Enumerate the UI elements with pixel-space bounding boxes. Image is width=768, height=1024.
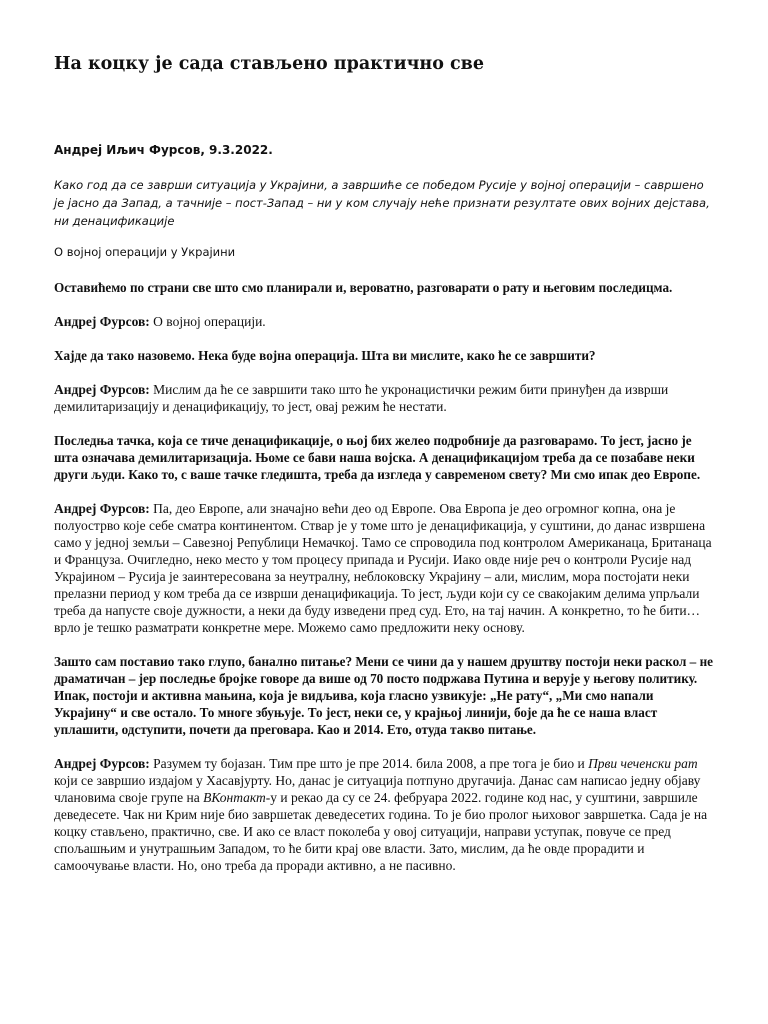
answer-text-italic: Први чеченски рат bbox=[588, 756, 698, 771]
answer-text bbox=[54, 756, 707, 873]
interview-question: Зашто сам поставио тако глупо, банално питање? Мени се чини да у нашем друштву постоји неки раскол – не драматичан – јер последње бројке говоре да више од 70 посто подржава Путина и верује у његову политику. Ипак, постоји и активна мањина, која је видљива, која гласно узвикује: „Не рату“, „Ми смо напали Украјину“ и све остало. То многе збуњује. То јест, неки се, у крајњој линији, боје да ће се наша власт уплашити, одступити, почети да преговара. Као и 2014. Ето, отуда такво питање. bbox=[54, 654, 714, 737]
interview-answer bbox=[54, 313, 716, 330]
interview-answer bbox=[54, 500, 716, 636]
interview-question: Оставићемо по страни све што смо планирали и, вероватно, разговарати о рату и његовим последицма. bbox=[54, 280, 673, 295]
answer-text: Па, део Европе, али значајно већи део од Европе. Ова Европа је део огромног копна, она је полуострво које себе сматра континентом. Ствар је у томе што је денацификација, у суштини, до данас извршена само у једној земљи – Савезној Републици Немачкој. Тамо се спроводила под контролом Американаца, Британаца и Француза. Очигледно, неко место у том процесу припада и Русији. Иако овде није реч о контроли Русије над Украјином – Русија је заинтересована за неутралну, неблоковску Украјину – али, мислим, мора постојати неки прелазни период у ком треба да се изврши денацификација. То јест, људи који су се свакојаким делима упрљали треба да напусте своје дужности, а неки да буду изведени пред суд. Ето, на тај начин. А конкретно, то ће бити… врло је тешко разматрати конкретне мере. Можемо само предложити неку основу. bbox=[54, 501, 712, 635]
interview-answer bbox=[54, 381, 716, 415]
answer-text-part: који се завршио издајом у Хасавјурту. Но, данас је ситуација потпуно другачија. Данас сам написао једну објаву члановима своје групе на bbox=[54, 773, 701, 805]
interview-body bbox=[54, 279, 716, 891]
interview-question: Хајде да тако назовемо. Нека буде војна операција. Шта ви мислите, како ће се завршити? bbox=[54, 348, 596, 363]
speaker-label: Андреј Фурсов: bbox=[54, 501, 150, 516]
answer-text-part: -у и рекао да су се 24. фебруара 2022. године код нас, у суштини, завршиле деведесете. Чак ни Крим није био завршетак деведесетих година. То је био пролог њиховог завршетка. Сада је на коцку стављено, практично, све. И ако се власт поколеба у овој ситуацији, направи уступак, повуче се пред спољашњим и унутрашњим Западом, то ће бити крај ове власти. Зато, мислим, да ће овде прорадити и самоочување власти. Но, оно треба да проради активно, а не пасивно. bbox=[54, 790, 708, 873]
article-lede: Како год да се заврши ситуација у Украјини, а завршиће се победом Русије у војној операцији – савршено је јасно да Запад, а тачније – пост-Запад – ни у ком случају неће признати резултате ових војних дејстава, ни денацификације bbox=[54, 178, 710, 228]
answer-text-italic: ВКонтакт bbox=[203, 790, 266, 805]
speaker-label: Андреј Фурсов: bbox=[54, 756, 150, 771]
speaker-label: Андреј Фурсов: bbox=[54, 314, 150, 329]
interview-question: Последња тачка, која се тиче денацификације, о њој бих желео подробније да разговарамо. То јест, јасно је шта означава демилитаризација. Њоме се бави наша војска. А денацификацијом треба да се позабаве неки други људи. Како то, с ваше тачке гледишта, треба да изгледа у савременом свету? Ми смо ипак део Европе. bbox=[54, 433, 701, 482]
interview-answer bbox=[54, 755, 716, 874]
answer-text: О војној операцији. bbox=[153, 314, 266, 329]
author-date-line: Андреј Иљич Фурсов, 9.3.2022. bbox=[54, 143, 273, 157]
section-heading: О војној операцији у Украјини bbox=[54, 245, 236, 259]
speaker-label: Андреј Фурсов: bbox=[54, 382, 150, 397]
article-title: На коцку је сада стављено практично све bbox=[54, 54, 484, 74]
answer-text: Мислим да ће се завршити тако што ће укронацистички режим бити принуђен да изврши демилитаризацију и денацификацију, то јест, овај режим ће нестати. bbox=[54, 382, 669, 414]
answer-text-part: Разумем ту бојазан. Тим пре што је пре 2014. била 2008, а пре тога је био и bbox=[153, 756, 589, 771]
